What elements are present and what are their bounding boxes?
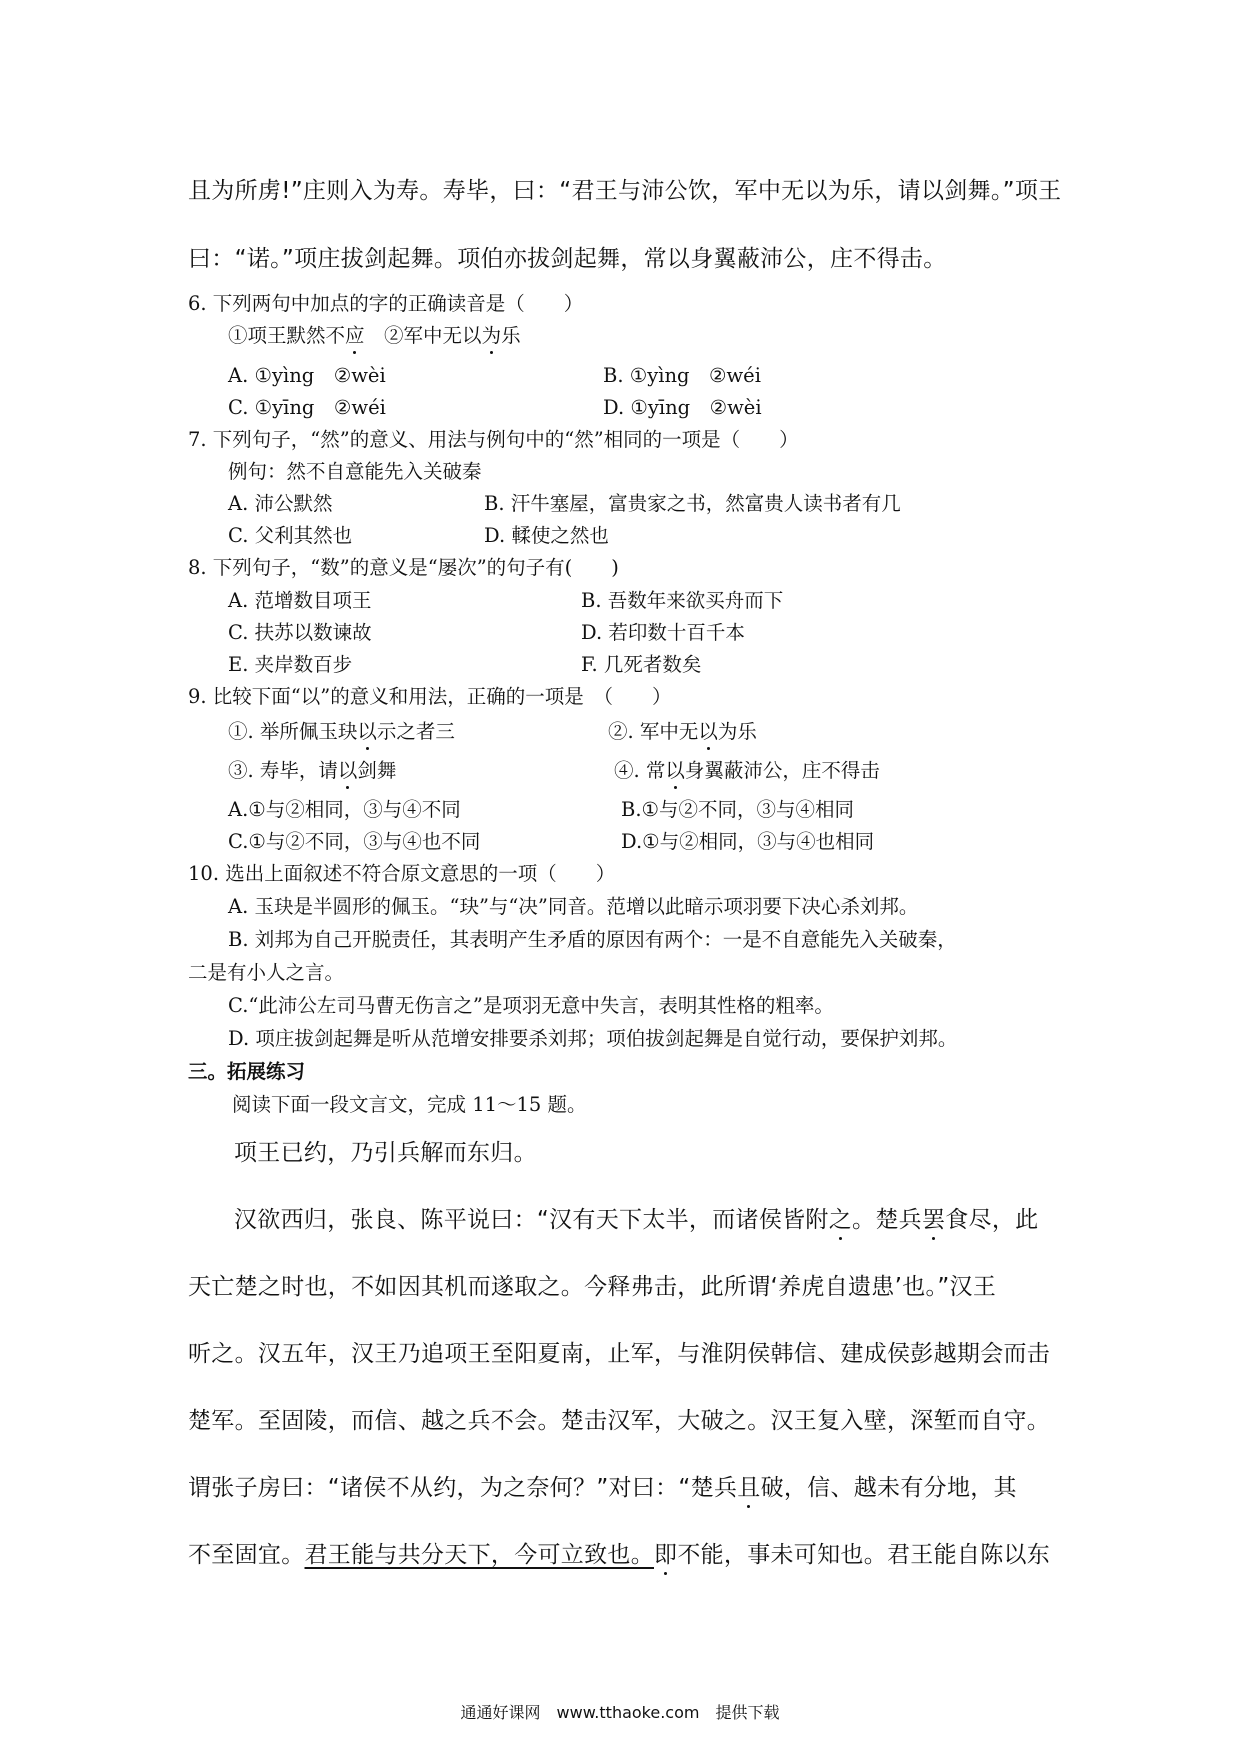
passage-line: 汉欲西归，张良、陈平说曰：“汉有天下太半，而诸侯皆附之。楚兵罢食尽，此 <box>234 1201 1038 1234</box>
option-c: C.①与②不同，③与④也不同 <box>228 830 481 853</box>
section-title: 三。拓展练习 <box>188 1060 306 1083</box>
question-6-stem: 6. 下列两句中加点的字的正确读音是（ ） <box>188 292 584 315</box>
question-9-item-3: ③. 寿毕，请以剑舞 <box>228 755 396 783</box>
option-b: B. 吾数年来欲买舟而下 <box>581 589 784 612</box>
question-8-stem: 8. 下列句子，“数”的意义是“屡次”的句子有( ) <box>188 556 619 579</box>
underlined-sentence: 君王能与共分天下，今可立致也。 <box>304 1542 654 1568</box>
passage-line: 天亡楚之时也，不如因其机而遂取之。今释弗击，此所谓‘养虎自遗患’也。”汉王 <box>188 1274 997 1300</box>
option-a: A. 玉玦是半圆形的佩玉。“玦”与“决”同音。范增以此暗示项羽要下决心杀刘邦。 <box>228 895 919 918</box>
option-b: B. ①yìng ②wéi <box>603 364 761 387</box>
dotted-char: 之 <box>829 1201 852 1234</box>
passage-line: 不至固宜。君王能与共分天下，今可立致也。即不能，事未可知也。君王能自陈以东 <box>188 1536 1050 1569</box>
question-6-sentences: ①项王默然不应 ②军中无以为乐 <box>228 320 521 348</box>
dotted-char: 应 <box>345 320 365 348</box>
passage-line: 曰：“诺。”项庄拔剑起舞。项伯亦拔剑起舞，常以身翼蔽沛公，庄不得击。 <box>188 246 947 272</box>
dotted-char: 且 <box>737 1469 760 1502</box>
question-9-item-2: ②. 军中无以为乐 <box>608 716 757 744</box>
option-d: D.①与②相同，③与④也相同 <box>621 830 875 853</box>
question-7-stem: 7. 下列句子，“然”的意义、用法与例句中的“然”相同的一项是（ ） <box>188 428 799 451</box>
passage-line: 项王已约，乃引兵解而东归。 <box>234 1140 537 1166</box>
sentence-1: ①项王默然不 <box>228 324 346 347</box>
question-9-item-1: ①. 举所佩玉玦以示之者三 <box>228 716 455 744</box>
dotted-char: 以 <box>357 716 377 744</box>
dotted-char: 即 <box>654 1536 677 1569</box>
option-a: A. 范增数目项王 <box>228 589 372 612</box>
dotted-char: 以 <box>665 755 685 783</box>
question-9-stem: 9. 比较下面“以”的意义和用法，正确的一项是 （ ） <box>188 685 672 708</box>
sentence-2: ②军中无以 <box>384 324 482 347</box>
page-footer: 通通好课网 www.tthaoke.com 提供下载 <box>460 1703 780 1722</box>
passage-line: 谓张子房曰：“诸侯不从约，为之奈何？”对曰：“楚兵且破，信、越未有分地，其 <box>188 1469 1017 1502</box>
option-c: C. 父利其然也 <box>228 524 353 547</box>
question-7-example: 例句：然不自意能先入关破秦 <box>228 460 482 483</box>
option-b: B. 刘邦为自己开脱责任，其表明产生矛盾的原因有两个：一是不自意能先入关破秦， <box>228 928 957 951</box>
passage-line: 听之。汉五年，汉王乃追项王至阳夏南，止军，与淮阴侯韩信、建成侯彭越期会而击 <box>188 1341 1051 1367</box>
option-a: A. ①yìng ②wèi <box>228 364 386 387</box>
dotted-char: 以 <box>338 755 358 783</box>
dotted-char: 为 <box>482 320 502 348</box>
option-d: D. 輮使之然也 <box>484 524 609 547</box>
option-a: A. 沛公默然 <box>228 492 333 515</box>
section-instruction: 阅读下面一段文言文，完成 11～15 题。 <box>232 1093 587 1116</box>
option-c: C. ①yīng ②wéi <box>228 396 386 419</box>
option-d: D. ①yīng ②wèi <box>603 396 762 419</box>
question-9-item-4: ④. 常以身翼蔽沛公，庄不得击 <box>614 755 880 783</box>
option-c: C.“此沛公左司马曹无伤言之”是项羽无意中失言，表明其性格的粗率。 <box>228 994 834 1017</box>
passage-line: 楚军。至固陵，而信、越之兵不会。楚击汉军，大破之。汉王复入壁，深堑而自守。 <box>188 1408 1051 1434</box>
option-b-continued: 二是有小人之言。 <box>188 961 345 984</box>
dotted-char: 罢 <box>922 1201 945 1234</box>
option-f: F. 几死者数矣 <box>581 653 702 676</box>
option-b: B.①与②不同，③与④相同 <box>621 798 855 821</box>
option-c: C. 扶苏以数谏故 <box>228 621 372 644</box>
dotted-char: 以 <box>698 716 718 744</box>
option-a: A.①与②相同，③与④不同 <box>228 798 461 821</box>
option-e: E. 夹岸数百步 <box>228 653 353 676</box>
option-b: B. 汗牛塞屋，富贵家之书，然富贵人读书者有几 <box>484 492 901 515</box>
question-10-stem: 10. 选出上面叙述不符合原文意思的一项（ ） <box>188 862 616 885</box>
option-d: D. 项庄拔剑起舞是听从范增安排要杀刘邦；项伯拔剑起舞是自觉行动，要保护刘邦。 <box>228 1027 958 1050</box>
option-d: D. 若印数十百千本 <box>581 621 745 644</box>
passage-line: 且为所虏!”庄则入为寿。寿毕，曰：“君王与沛公饮，军中无以为乐，请以剑舞。”项王 <box>188 178 1062 204</box>
